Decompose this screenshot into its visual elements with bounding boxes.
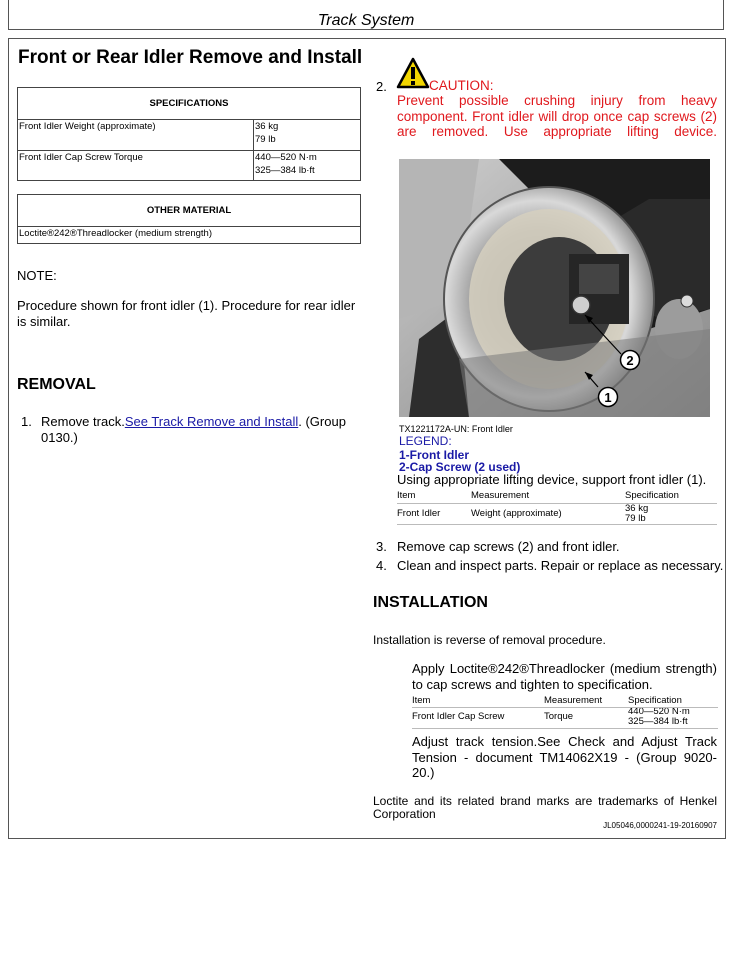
table-row (18, 151, 361, 181)
column-header: Measurement (471, 490, 530, 501)
step-number: 4. (376, 558, 387, 573)
meas-spec: 440—520 N·m 325—384 lb·ft (628, 706, 690, 727)
divider (397, 503, 717, 504)
front-idler-photo (399, 159, 710, 417)
trademark-notice: Loctite and its related brand marks are trademarks of Henkel Corporation (373, 794, 717, 821)
table-row (397, 504, 717, 524)
table-row (18, 120, 361, 151)
table-row (18, 227, 361, 244)
apply-loctite-text: Apply Loctite®242®Threadlocker (medium strength) to cap screws and tighten to specification. (412, 661, 717, 692)
legend-item-front-idler: 1-Front Idler (399, 448, 470, 462)
step-3: Remove cap screws (2) and front idler. (397, 539, 620, 554)
step-4: Clean and inspect parts. Repair or replace as necessary. (397, 558, 724, 573)
meas-item: Front Idler (397, 508, 441, 519)
step-number: 2. (376, 79, 387, 94)
other-material-table (17, 194, 361, 244)
meas-spec: 36 kg 79 lb (625, 503, 649, 524)
step-number: 3. (376, 539, 387, 554)
measurement-table-cap-screw (412, 696, 718, 727)
document-id: JL05046,0000241-19-20160907 (603, 821, 717, 830)
divider (412, 728, 718, 729)
removal-heading: REMOVAL (17, 376, 96, 393)
callout-1-label: 1 (604, 390, 612, 405)
page-title: Front or Rear Idler Remove and Install (18, 47, 363, 68)
divider (412, 707, 718, 708)
note-text: Procedure shown for front idler (1). Procedure for rear idler is similar. (17, 298, 356, 329)
header-title: Track System (317, 12, 415, 29)
spec-value: 440—520 N·m 325—384 lb·ft (254, 151, 361, 181)
figure-caption: TX1221172A-UN: Front Idler (399, 424, 513, 434)
other-material-item: Loctite®242®Threadlocker (medium strength) (18, 227, 361, 244)
note-label: NOTE: (17, 268, 57, 283)
callout-2-label: 2 (626, 353, 634, 368)
legend-title: LEGEND: (399, 434, 452, 448)
measurement-table-front-idler (397, 491, 717, 524)
other-material-header: OTHER MATERIAL (18, 195, 361, 227)
spec-value: 36 kg 79 lb (254, 120, 361, 151)
divider (397, 524, 717, 525)
column-header: Item (412, 695, 431, 706)
step-1: Remove track.See Track Remove and Install. (Group 0130.) (41, 414, 346, 445)
installation-intro: Installation is reverse of removal procedure. (373, 633, 606, 647)
column-header: Measurement (544, 695, 603, 706)
specifications-header: SPECIFICATIONS (18, 88, 361, 120)
spec-item: Front Idler Weight (approximate) (18, 120, 254, 151)
installation-heading: INSTALLATION (373, 594, 488, 611)
legend-item-cap-screw: 2-Cap Screw (2 used) (399, 460, 521, 474)
specifications-table (17, 87, 361, 181)
table-row (412, 707, 718, 727)
lifting-text: Using appropriate lifting device, support front idler (1). (397, 472, 707, 487)
step-number: 1. (21, 414, 32, 429)
meas-measurement: Torque (544, 711, 574, 722)
column-header: Specification (628, 695, 682, 706)
meas-measurement: Weight (approximate) (471, 508, 562, 519)
caution-text: Prevent possible crushing injury from heavy component. Front idler will drop once cap screws (2) are removed. Use appropriate lifting device. (397, 93, 717, 139)
track-remove-install-link[interactable]: See Track Remove and Install (124, 414, 299, 429)
column-header: Specification (625, 490, 679, 501)
warning-triangle-icon (396, 57, 430, 89)
column-header: Item (397, 490, 416, 501)
caution-label: CAUTION: (429, 78, 494, 93)
adjust-track-text: Adjust track tension.See Check and Adjust Track Tension - document TM14062X19 - (Group 9020-20.) (412, 734, 717, 780)
meas-item: Front Idler Cap Screw (412, 711, 505, 722)
spec-item: Front Idler Cap Screw Torque (18, 151, 254, 181)
